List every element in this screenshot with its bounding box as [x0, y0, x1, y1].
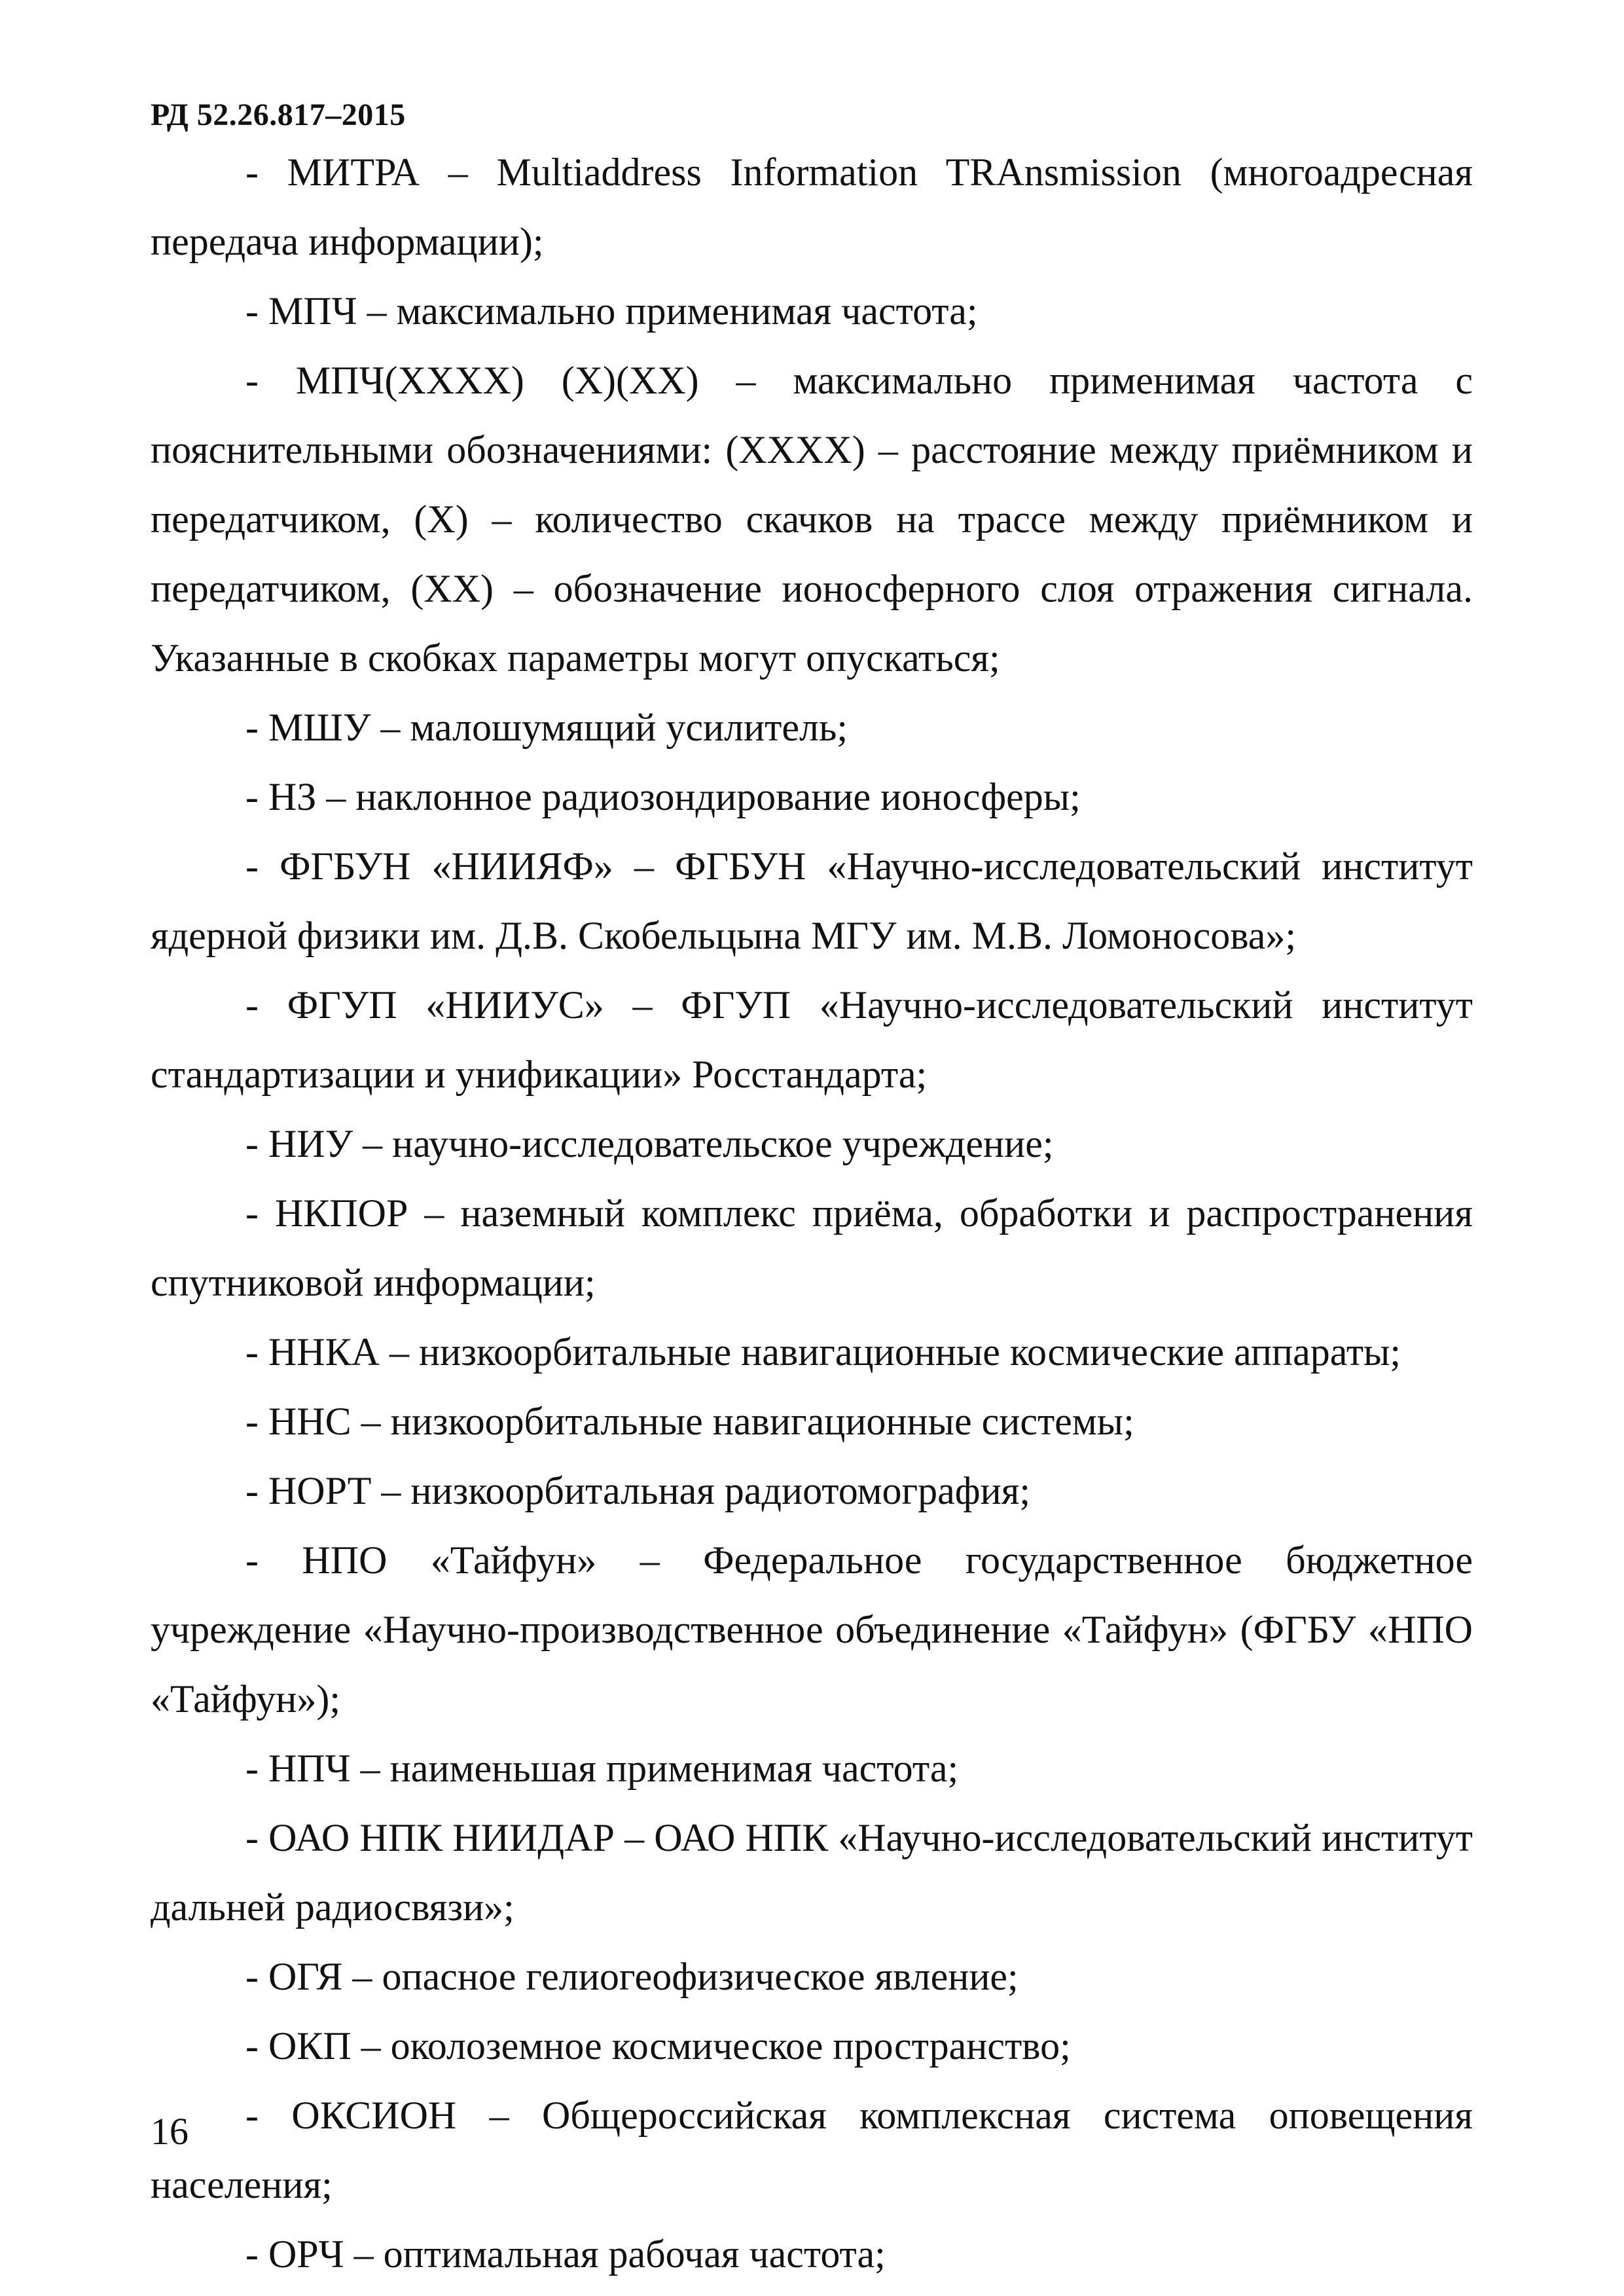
document-code-header: РД 52.26.817–2015 [151, 98, 406, 132]
abbreviation-list [151, 137, 1473, 2289]
abbreviation-entry-mpch: - МПЧ – максимально применимая частота; [245, 289, 978, 333]
abbreviation-entry-orch: - ОРЧ – оптимальная рабочая частота; [245, 2232, 886, 2276]
abbreviation-entry-nort: - НОРТ – низкоорбитальная радиотомография; [245, 1469, 1031, 1512]
abbreviation-entry-oksion: - ОКСИОН – Общероссийская комплексная система оповещения населения; [151, 2094, 1473, 2206]
abbreviation-entry-okp: - ОКП – околоземное космическое пространство; [245, 2024, 1071, 2068]
abbreviation-entry-npo-taifun: - НПО «Тайфун» – Федеральное государственное бюджетное учреждение «Научно-производственное объединение «Тайфун» (ФГБУ «НПО «Тайфун»); [151, 1539, 1473, 1721]
abbreviation-entry-niu: - НИУ – научно-исследовательское учреждение; [245, 1122, 1054, 1165]
abbreviation-entry-nz: - НЗ – наклонное радиозондирование ионосферы; [245, 775, 1081, 818]
abbreviation-entry-oao-npk-niidar: - ОАО НПК НИИДАР – ОАО НПК «Научно-исследовательский институт дальней радиосвязи»; [151, 1816, 1473, 1929]
abbreviation-entry-ogya: - ОГЯ – опасное гелиогеофизическое явление; [245, 1955, 1019, 1998]
abbreviation-entry-nkpor: - НКПОР – наземный комплекс приёма, обработки и распространения спутниковой информации; [151, 1192, 1473, 1304]
abbreviation-entry-nnka: - ННКА – низкоорбитальные навигационные космические аппараты; [245, 1330, 1401, 1374]
abbreviation-entry-mitra: - МИТРА – Multiaddress Information TRAnsmission (многоадресная передача информации); [151, 151, 1473, 263]
abbreviation-entry-mshu: - МШУ – малошумящий усилитель; [245, 706, 848, 749]
abbreviation-entry-fgup-niius: - ФГУП «НИИУС» – ФГУП «Научно-исследовательский институт стандартизации и унификации» Росстандарта; [151, 983, 1473, 1096]
abbreviation-entry-nns: - ННС – низкоорбитальные навигационные системы; [245, 1400, 1134, 1443]
abbreviation-entry-npch: - НПЧ – наименьшая применимая частота; [245, 1747, 959, 1790]
abbreviation-entry-mpch-xxxx: - МПЧ(XXXX) (X)(XX) – максимально применимая частота с пояснительными обозначениями: (XXXX) – расстояние между приёмником и передатчиком, (X) – количество скачков на трассе между приёмником и передатчиком, (XX) – обозначение ионосферного слоя отражения сигнала. Указанные в скобках параметры могут опускаться; [151, 359, 1473, 680]
abbreviation-entry-fgbun-niiyaf: - ФГБУН «НИИЯФ» – ФГБУН «Научно-исследовательский институт ядерной физики им. Д.В. Скобельцына МГУ им. М.В. Ломоносова»; [151, 845, 1473, 957]
page-number: 16 [151, 2110, 189, 2153]
